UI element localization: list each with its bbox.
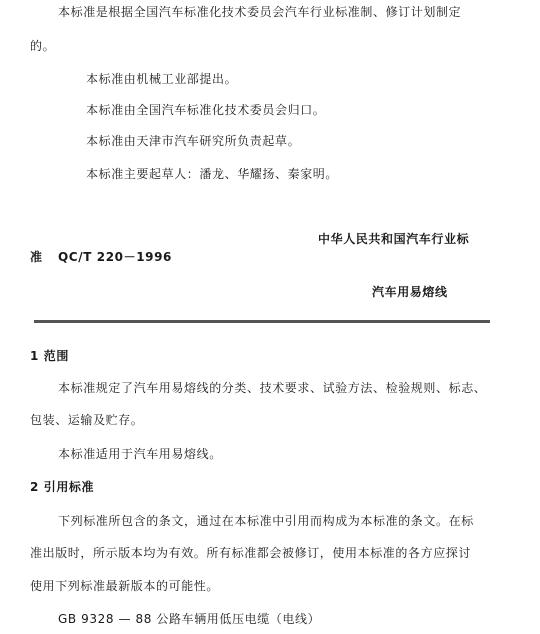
section-1-paragraph-line-2: 包装、运输及贮存。 [30,413,144,427]
standard-issuer-continuation: 准 [30,250,43,264]
section-1-paragraph-line-1: 本标准规定了汽车用易熔线的分类、技术要求、试验方法、检验规则、标志、 [58,381,487,395]
section-2-paragraph-line-2: 准出版时，所示版本均为有效。所有标准都会被修订，使用本标准的各方应探讨 [30,546,472,560]
foreword-drafters: 本标准主要起草人：潘龙、华耀扬、秦家明。 [86,167,339,181]
header-divider [34,320,490,323]
standard-title: 汽车用易熔线 [372,285,448,299]
standard-code: QC/T 220－1996 [58,250,173,264]
foreword-centralizer: 本标准由全国汽车标准化技术委员会归口。 [86,103,326,117]
section-2-paragraph-line-3: 使用下列标准最新版本的可能性。 [30,579,220,593]
section-1-heading: 1 范围 [30,349,69,363]
reference-standard-item: GB 9328 — 88 公路车辆用低压电缆（电线） [58,612,321,626]
foreword-drafter-unit: 本标准由天津市汽车研究所负责起草。 [86,134,301,148]
foreword-line-1: 本标准是根据全国汽车标准化技术委员会汽车行业标准制、修订计划制定 [58,5,462,19]
section-2-paragraph-line-1: 下列标准所包含的条文，通过在本标准中引用而构成为本标准的条文。在标 [58,514,474,528]
section-1-scope-statement: 本标准适用于汽车用易熔线。 [58,447,222,461]
standard-issuer: 中华人民共和国汽车行业标 [318,232,470,246]
foreword-line-1-continuation: 的。 [30,39,56,53]
foreword-proposer: 本标准由机械工业部提出。 [86,72,238,86]
section-2-heading: 2 引用标准 [30,480,95,494]
